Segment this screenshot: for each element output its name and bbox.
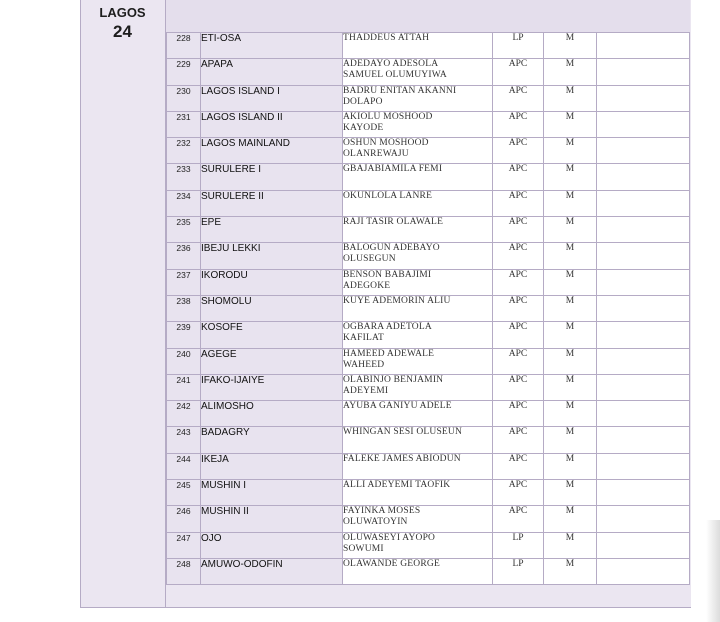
constituency-name: ALIMOSHO [201,401,343,427]
table-row [167,322,690,348]
blank-cell [597,453,690,479]
blank-cell [597,33,690,59]
gender-code: M [544,138,597,164]
gender-code: M [544,190,597,216]
candidate-name-line: AYUBA GANIYU ADELE [343,401,452,412]
party-code: LP [493,558,544,584]
seat-number: 235 [167,217,201,243]
state-name: LAGOS [99,5,146,20]
blank-cell [597,269,690,295]
candidate-name [343,558,493,584]
blank-cell [597,480,690,506]
table-row [167,269,690,295]
candidate-name-line: THADDEUS ATTAH [343,33,430,43]
constituency-name: SURULERE II [201,190,343,216]
candidate-name-line: ALLI ADEYEMI TAOFIK [343,480,451,491]
table-row [167,401,690,427]
seat-number: 232 [167,138,201,164]
constituency-name: IKEJA [201,453,343,479]
seat-number: 230 [167,85,201,111]
seat-number: 246 [167,506,201,532]
party-code: APC [493,322,544,348]
table-row [167,138,690,164]
candidate-name-line: OSHUN MOSHOOD [343,138,429,149]
party-code: APC [493,85,544,111]
candidate-name-line: BALOGUN ADEBAYO [343,243,440,254]
candidate-name-line: ADEGOKE [343,280,391,291]
candidate-name [343,243,493,269]
table-row [167,85,690,111]
candidate-name-line: FALEKE JAMES ABIODUN [343,453,461,464]
constituency-name: SHOMOLU [201,295,343,321]
gender-code: M [544,217,597,243]
seat-number: 240 [167,348,201,374]
gender-code: M [544,269,597,295]
table-row [167,558,690,584]
table-row [167,480,690,506]
blank-cell [597,506,690,532]
table-row [167,374,690,400]
table-row [167,243,690,269]
candidate-name-line: GBAJABIAMILA FEMI [343,164,443,175]
gender-code: M [544,111,597,137]
seat-number: 245 [167,480,201,506]
candidate-name-line: KAYODE [343,122,384,133]
candidate-name [343,506,493,532]
party-code: APC [493,453,544,479]
table-row [167,532,690,558]
candidate-name [343,33,493,59]
seat-number: 247 [167,532,201,558]
seat-number: 233 [167,164,201,190]
table-row [167,453,690,479]
candidate-name-line: RAJI TASIR OLAWALE [343,217,444,228]
gender-code: M [544,295,597,321]
seat-number: 239 [167,322,201,348]
gender-code: M [544,33,597,59]
candidate-name [343,427,493,453]
candidates-table [166,32,690,585]
seat-number: 236 [167,243,201,269]
blank-cell [597,374,690,400]
gender-code: M [544,453,597,479]
constituency-name: KOSOFE [201,322,343,348]
candidate-name [343,269,493,295]
candidate-name-line: BADRU ENITAN AKANNI [343,85,457,96]
table-row [167,111,690,137]
party-code: APC [493,190,544,216]
party-code: APC [493,427,544,453]
candidate-name-line: OLAWANDE GEORGE [343,558,440,569]
candidate-name [343,111,493,137]
candidate-name-line: HAMEED ADEWALE [343,348,435,359]
candidate-name [343,532,493,558]
candidate-name [343,190,493,216]
party-code: APC [493,348,544,374]
constituency-name: LAGOS MAINLAND [201,138,343,164]
gender-code: M [544,480,597,506]
candidate-name-line: OGBARA ADETOLA [343,322,432,333]
table-row [167,427,690,453]
party-code: LP [493,532,544,558]
party-code: APC [493,269,544,295]
blank-cell [597,322,690,348]
table-row [167,217,690,243]
constituency-name: MUSHIN II [201,506,343,532]
constituency-name: IFAKO-IJAIYE [201,374,343,400]
candidate-name [343,348,493,374]
seat-number: 242 [167,401,201,427]
gender-code: M [544,164,597,190]
blank-cell [597,217,690,243]
candidate-name-line: SAMUEL OLUMUYIWA [343,70,447,81]
blank-cell [597,190,690,216]
state-seat-count: 24 [113,22,132,41]
table-row [167,190,690,216]
constituency-name: IKORODU [201,269,343,295]
blank-cell [597,532,690,558]
candidate-name [343,374,493,400]
seat-number: 243 [167,427,201,453]
candidate-name [343,322,493,348]
constituency-name: OJO [201,532,343,558]
gender-code: M [544,59,597,85]
blank-cell [597,295,690,321]
gender-code: M [544,374,597,400]
candidate-name-line: DOLAPO [343,96,383,107]
candidate-name [343,85,493,111]
constituency-name: IBEJU LEKKI [201,243,343,269]
constituency-name: SURULERE I [201,164,343,190]
candidate-name-line: OLUWATOYIN [343,517,408,528]
seat-number: 248 [167,558,201,584]
candidate-name-line: AKIOLU MOSHOOD [343,111,433,122]
table-row [167,164,690,190]
candidates-table-body [167,33,690,585]
blank-cell [597,348,690,374]
candidate-name [343,59,493,85]
constituency-name: LAGOS ISLAND II [201,111,343,137]
candidate-name-line: OLANREWAJU [343,149,409,160]
state-column [80,0,166,607]
gender-code: M [544,427,597,453]
party-code: APC [493,138,544,164]
blank-cell [597,111,690,137]
blank-cell [597,164,690,190]
party-code: APC [493,506,544,532]
party-code: APC [493,374,544,400]
gender-code: M [544,558,597,584]
constituency-name: BADAGRY [201,427,343,453]
candidate-name-line: WHINGAN SESI OLUSEUN [343,427,463,438]
gender-code: M [544,322,597,348]
candidate-name-line: OKUNLOLA LANRE [343,190,433,201]
candidate-name [343,138,493,164]
candidate-name-line: OLUSEGUN [343,254,396,265]
gender-code: M [544,243,597,269]
page-edge-shadow [706,520,720,622]
table-row [167,348,690,374]
party-code: APC [493,217,544,243]
seat-number: 237 [167,269,201,295]
table-row [167,33,690,59]
candidate-name-line: BENSON BABAJIMI [343,269,432,280]
seat-number: 241 [167,374,201,400]
gender-code: M [544,85,597,111]
candidate-name-line: FAYINKA MOSES [343,506,421,517]
party-code: APC [493,401,544,427]
constituency-name: MUSHIN I [201,480,343,506]
table-row [167,506,690,532]
party-code: APC [493,243,544,269]
party-code: APC [493,59,544,85]
candidate-name-line: KUYE ADEMORIN ALIU [343,295,451,306]
constituency-name: AGEGE [201,348,343,374]
seat-number: 244 [167,453,201,479]
table-row [167,59,690,85]
candidate-name [343,295,493,321]
seat-number: 229 [167,59,201,85]
party-code: APC [493,480,544,506]
candidate-name-line: SOWUMI [343,543,384,554]
blank-cell [597,138,690,164]
candidate-name-line: ADEDAYO ADESOLA [343,59,439,70]
blank-cell [597,401,690,427]
candidate-name-line: KAFILAT [343,333,384,344]
constituency-name: ETI-OSA [201,33,343,59]
seat-number: 228 [167,33,201,59]
constituency-name: APAPA [201,59,343,85]
party-code: APC [493,295,544,321]
candidate-name [343,217,493,243]
seat-number: 234 [167,190,201,216]
candidate-name [343,401,493,427]
party-code: APC [493,111,544,137]
candidate-name-line: WAHEED [343,359,385,370]
candidate-name-line: OLUWASEYI AYOPO [343,532,436,543]
constituency-name: LAGOS ISLAND I [201,85,343,111]
blank-cell [597,427,690,453]
gender-code: M [544,348,597,374]
blank-cell [597,85,690,111]
blank-cell [597,243,690,269]
seat-number: 231 [167,111,201,137]
party-code: APC [493,164,544,190]
candidate-name [343,453,493,479]
blank-cell [597,558,690,584]
candidate-name [343,164,493,190]
gender-code: M [544,532,597,558]
constituency-name: EPE [201,217,343,243]
header-band [166,0,690,33]
party-code: LP [493,33,544,59]
blank-cell [597,59,690,85]
seat-number: 238 [167,295,201,321]
candidate-name-line: OLABINJO BENJAMIN [343,374,444,385]
constituency-name: AMUWO-ODOFIN [201,558,343,584]
table-row [167,295,690,321]
candidate-name [343,480,493,506]
gender-code: M [544,506,597,532]
candidate-name-line: ADEYEMI [343,385,389,396]
gender-code: M [544,401,597,427]
